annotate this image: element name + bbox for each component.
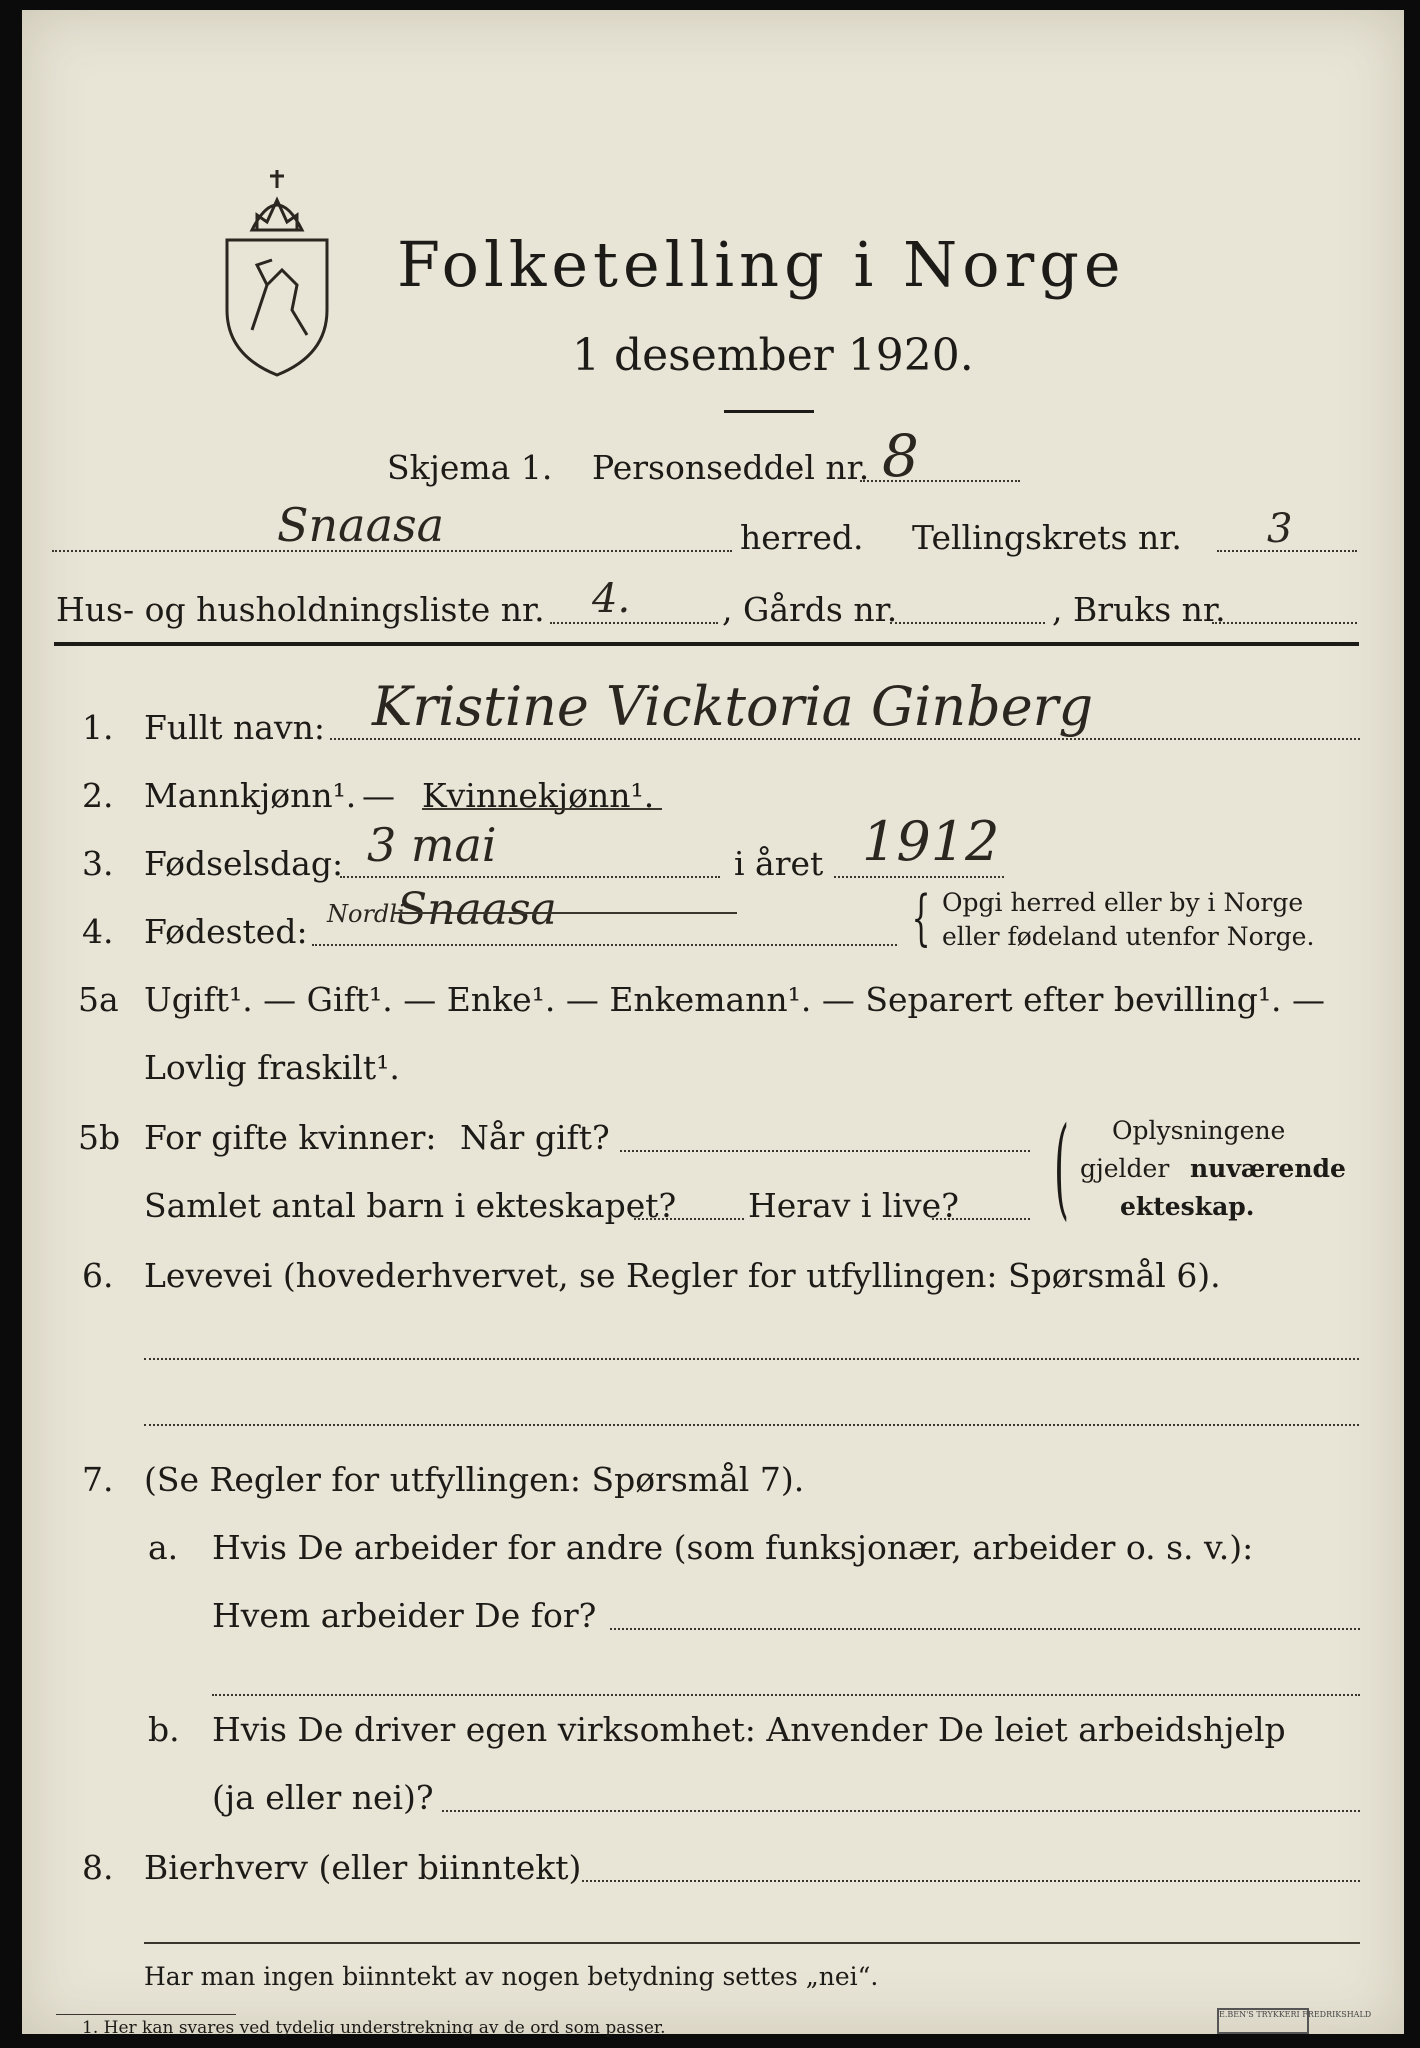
footnote-rule — [56, 2014, 236, 2015]
q4-label: Fødested: — [144, 912, 308, 951]
q7-number: 7. — [82, 1460, 114, 1499]
census-form — [22, 10, 1404, 2038]
form-date: 1 desember 1920. — [572, 330, 974, 381]
q4-number: 4. — [82, 912, 114, 951]
q5b-note-line3: ekteskap. — [1120, 1192, 1255, 1221]
q3-label: Fødselsdag: — [144, 844, 344, 883]
q4-note-line2: eller fødeland utenfor Norge. — [942, 922, 1315, 951]
income-note: Har man ingen biinntekt av nogen betydning settes „nei“. — [144, 1962, 879, 1991]
gards-label: , Gårds nr. — [722, 590, 898, 629]
header-divider — [54, 642, 1359, 646]
q8-label: Bierhverv (eller biinntekt) — [144, 1848, 582, 1887]
q7a-who-label: Hvem arbeider De for? — [212, 1596, 597, 1635]
q4-brace: { — [911, 883, 931, 953]
q2-male-option[interactable]: Mannkjønn¹. — [144, 776, 357, 815]
q5b-label: For gifte kvinner: — [144, 1118, 437, 1157]
bruks-label: , Bruks nr. — [1052, 590, 1226, 629]
q1-label: Fullt navn: — [144, 708, 325, 747]
q5b-alive-label: Herav i live? — [748, 1186, 959, 1225]
q6-label: Levevei (hovederhvervet, se Regler for utfyllingen: Spørsmål 6). — [144, 1256, 1221, 1295]
q5b-married-when: Når gift? — [460, 1118, 610, 1157]
form-title: Folketelling i Norge — [397, 228, 1126, 301]
herred-label: herred. — [740, 518, 864, 557]
q5b-bracket: ( — [1053, 1103, 1069, 1231]
q7a-letter: a. — [148, 1528, 179, 1567]
q4-note-line1: Opgi herred eller by i Norge — [942, 888, 1304, 917]
personseddel-label: Personseddel nr. — [592, 448, 870, 487]
q4-birthplace[interactable]: Snaasa — [397, 884, 557, 935]
q2-dash: — — [362, 776, 395, 815]
q7-label: (Se Regler for utfyllingen: Spørsmål 7). — [144, 1460, 805, 1499]
q2-female-option[interactable]: Kvinnekjønn¹. — [422, 776, 655, 815]
q5b-note-line1: Oplysningene — [1112, 1116, 1286, 1145]
personseddel-number[interactable]: 8 — [882, 422, 919, 490]
q5b-note-line2a: gjelder — [1080, 1154, 1170, 1183]
q2-female-underline — [422, 808, 662, 810]
q8-number: 8. — [82, 1848, 114, 1887]
q1-full-name[interactable]: Kristine Vicktoria Ginberg — [372, 675, 1094, 738]
q5a-options-cont[interactable]: Lovlig fraskilt¹. — [144, 1048, 400, 1087]
q5a-number: 5a — [78, 980, 119, 1019]
q5a-options[interactable]: Ugift¹. — Gift¹. — Enke¹. — Enkemann¹. — Separert efter bevilling¹. — — [144, 980, 1326, 1019]
q3-year-label: i året — [734, 844, 824, 883]
q5b-children-label: Samlet antal barn i ekteskapet? — [144, 1186, 677, 1225]
q5b-number: 5b — [78, 1118, 121, 1157]
printer-stamp: E.BEN'S TRYKKERI FREDRIKSHALD — [1217, 2008, 1309, 2034]
q4-birthplace-prefix[interactable]: Nordli — [327, 900, 405, 928]
tellingskrets-label: Tellingskrets nr. — [912, 518, 1182, 557]
q7a-label: Hvis De arbeider for andre (som funksjonær, arbeider o. s. v.): — [212, 1528, 1254, 1567]
footnote: 1. Her kan svares ved tydelig understrekning av de ord som passer. — [82, 2018, 666, 2038]
norway-coat-of-arms-icon — [212, 160, 342, 385]
q7b-label: Hvis De driver egen virksomhet: Anvender De leiet arbeidshjelp — [212, 1710, 1286, 1749]
q2-number: 2. — [82, 776, 114, 815]
q7b-letter: b. — [148, 1710, 180, 1749]
q3-number: 3. — [82, 844, 114, 883]
q6-number: 6. — [82, 1256, 114, 1295]
q8-line — [144, 1942, 1360, 1944]
q4-strike-line — [392, 912, 737, 914]
q7b-yes-no-label: (ja eller nei)? — [212, 1778, 434, 1817]
q3-birth-day[interactable]: 3 mai — [367, 818, 497, 872]
schema-label: Skjema 1. — [387, 448, 553, 487]
q5b-note-line2b: nuværende — [1190, 1154, 1346, 1183]
q3-birth-year[interactable]: 1912 — [862, 810, 1000, 873]
tellingskrets-number[interactable]: 3 — [1267, 506, 1293, 552]
title-divider — [724, 410, 814, 413]
q1-number: 1. — [82, 708, 114, 747]
husholdningsliste-label: Hus- og husholdningsliste nr. — [56, 590, 545, 629]
herred-value[interactable]: Snaasa — [277, 498, 445, 552]
husholdningsliste-number[interactable]: 4. — [592, 576, 631, 622]
